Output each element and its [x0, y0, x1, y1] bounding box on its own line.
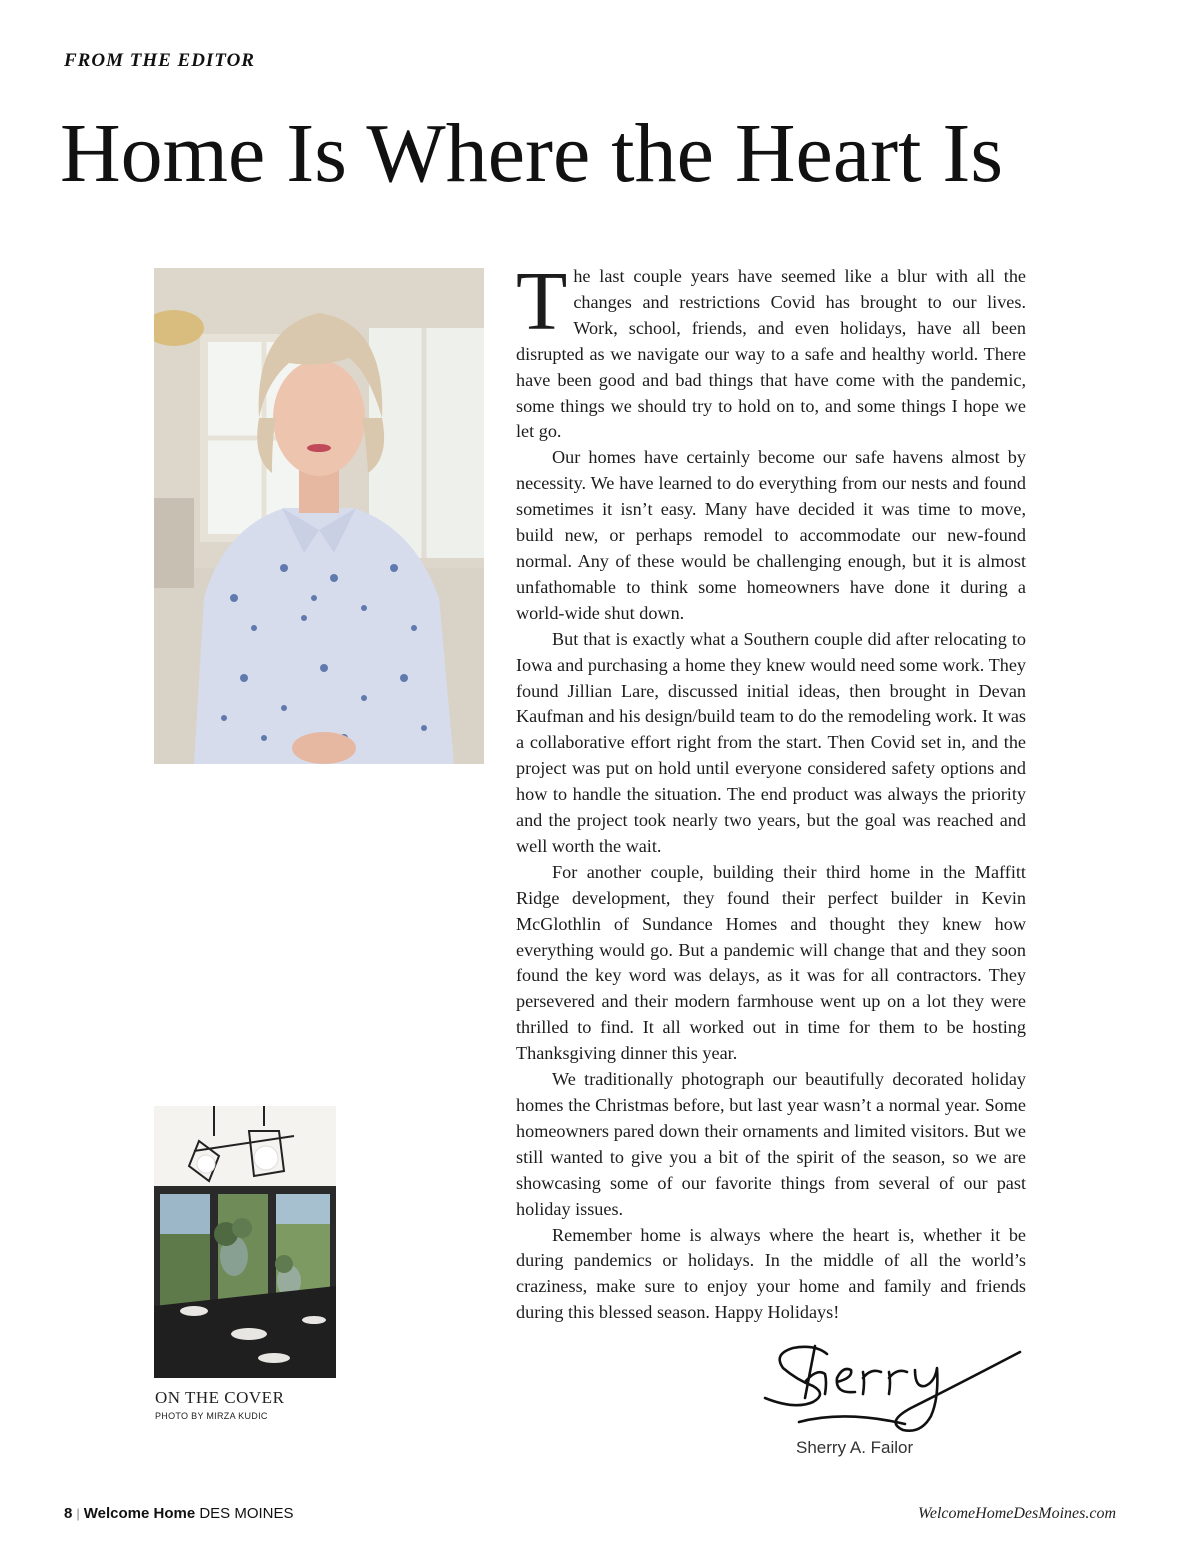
section-kicker: FROM THE EDITOR	[64, 50, 255, 71]
cover-caption-title: ON THE COVER	[155, 1388, 285, 1407]
paragraph: Our homes have certainly become our safe havens almost by necessity. We have learned to do everything from our nests and found sometimes it isn’t easy. Many have decided it was time to move, build new, or perhaps remodel to accommodate our new-found normal. Any of these would be challenging enough, but it is almost unfathomable to think some homeowners have done it during a world-wide shut down.	[516, 447, 1026, 623]
paragraph: We traditionally photograph our beautifully decorated holiday homes the Christmas before, but last year wasn’t a normal year. Some homeowners pared down their ornaments and limited visitors. But we still wanted to give you a bit of the spirit of the season, so we are showcasing some of our favorite things from several of our past holiday issues.	[516, 1069, 1026, 1219]
paragraph: Remember home is always where the heart is, whether it be during pandemics or holidays. In the middle of all the world’s craziness, make sure to enjoy your home and family and friends during this blessed season. Happy Holidays!	[516, 1224, 1026, 1323]
folio-separator: |	[76, 1506, 80, 1521]
magazine-city: DES MOINES	[199, 1505, 294, 1522]
signature-name: Sherry A. Failor	[796, 1438, 914, 1457]
magazine-brand: Welcome Home	[83, 1505, 196, 1522]
drop-cap: T	[516, 255, 568, 348]
editor-portrait-photo	[154, 268, 484, 764]
cover-photo	[154, 1106, 336, 1378]
page-number: 8	[64, 1505, 73, 1522]
paragraph: But that is exactly what a Southern couple did after relocating to Iowa and purchasing a home they knew would need some work. They found Jillian Lare, discussed initial ideas, then brought in Devan Kaufman and his design/build team to do the remodeling work. It was a collaborative effort right from the start. Then Covid set in, and the project was put on hold until everyone considered safety options and how to handle the situation. The end product was always the priority and the project took nearly two years, but the goal was reached and well worth the wait.	[516, 628, 1026, 856]
footer-folio	[64, 1505, 294, 1522]
handwritten-signature	[755, 1338, 1035, 1438]
paragraph: For another couple, building their third home in the Maffitt Ridge development, they found their perfect builder in Kevin McGlothlin of Sundance Homes and thought they knew how everything would go. But a pandemic will change that and they soon found the key word was delays, as it was for all contractors. They persevered and their modern farmhouse went up on a lot they were thrilled to find. It all worked out in time for them to be hosting Thanksgiving dinner this year.	[516, 861, 1026, 1064]
paragraph: The last couple years have seemed like a blur with all the changes and restrictions Covid has brought to our lives. Work, school, friends, and even holidays, have all been disrupted as we navigate our way to a safe and healthy world. There have been good and bad things that have come with the pandemic, some things we should try to hold on to, and some things I hope we let go.	[516, 255, 1026, 442]
editor-letter-body	[516, 255, 1026, 1326]
cover-photo-credit: PHOTO BY MIRZA KUDIC	[155, 1411, 268, 1421]
footer-website: WelcomeHomeDesMoines.com	[917, 1505, 1116, 1522]
page-title: Home Is Where the Heart Is	[60, 107, 1004, 200]
